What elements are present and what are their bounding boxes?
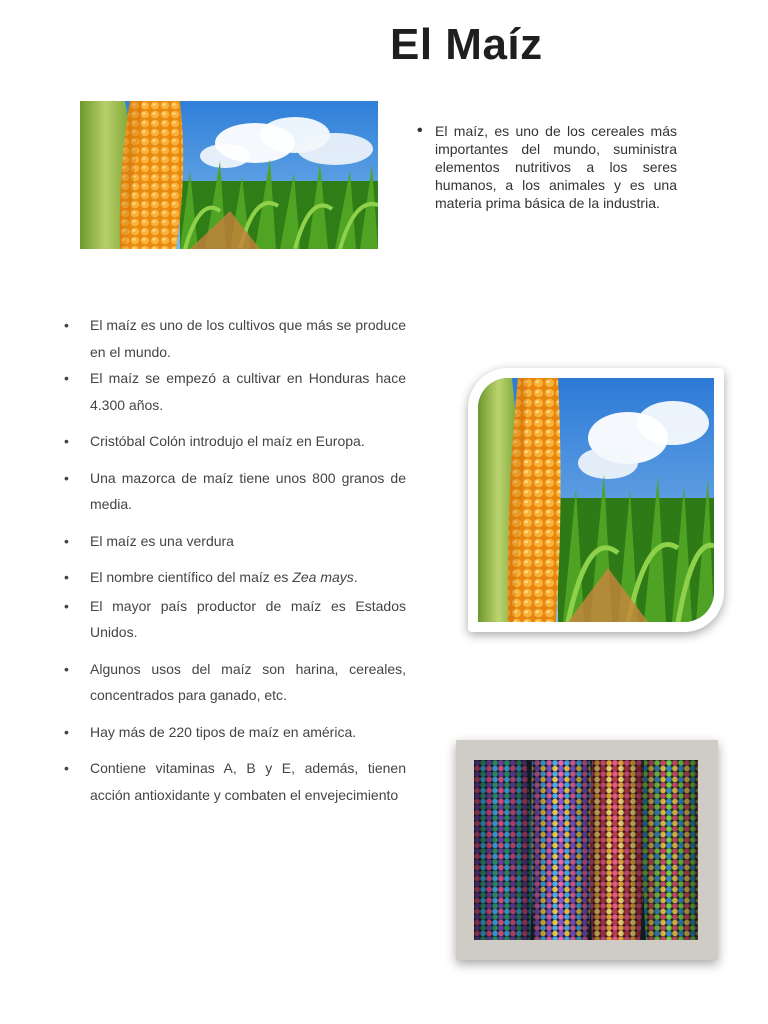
fact-item-scientific-name xyxy=(60,564,406,591)
page-title: El Maíz xyxy=(390,20,543,69)
fact-item: • El mayor país productor de maíz es Estados Unidos. xyxy=(60,593,406,646)
corn-photo-frame-top xyxy=(68,90,388,262)
intro-paragraph: • El maíz, es uno de los cereales más importantes del mundo, suministra elementos nutritivos a los seres humanos, a los animales y es una materia prima básica de la industria. xyxy=(415,122,677,212)
multicolor-corn-photo xyxy=(474,760,698,940)
fact-item: • El maíz es uno de los cultivos que más se produce en el mundo. xyxy=(60,312,406,365)
fact-text: El nombre científico del maíz es xyxy=(90,569,293,585)
corn-photo-frame-middle xyxy=(468,368,724,632)
glass-gem-corn-frame xyxy=(456,740,718,960)
corn-field-photo xyxy=(80,101,378,249)
fact-item: • Algunos usos del maíz son harina, cereales, concentrados para ganado, etc. xyxy=(60,656,406,709)
fact-item: • Una mazorca de maíz tiene unos 800 granos de media. xyxy=(60,465,406,518)
fact-item: • El maíz es una verdura xyxy=(60,528,406,555)
intro-bullets xyxy=(415,122,677,212)
fact-item: • Hay más de 220 tipos de maíz en américa. xyxy=(60,719,406,746)
fact-item: • Contiene vitaminas A, B y E, además, tienen acción antioxidante y combaten el envejecimiento xyxy=(60,755,406,808)
fact-item: • El maíz se empezó a cultivar en Honduras hace 4.300 años. xyxy=(60,365,406,418)
scientific-name: Zea mays xyxy=(292,569,354,585)
facts-list xyxy=(60,312,406,808)
fact-text: . xyxy=(353,569,358,585)
fact-item: • Cristóbal Colón introdujo el maíz en Europa. xyxy=(60,428,406,455)
corn-cob-photo xyxy=(478,378,714,622)
